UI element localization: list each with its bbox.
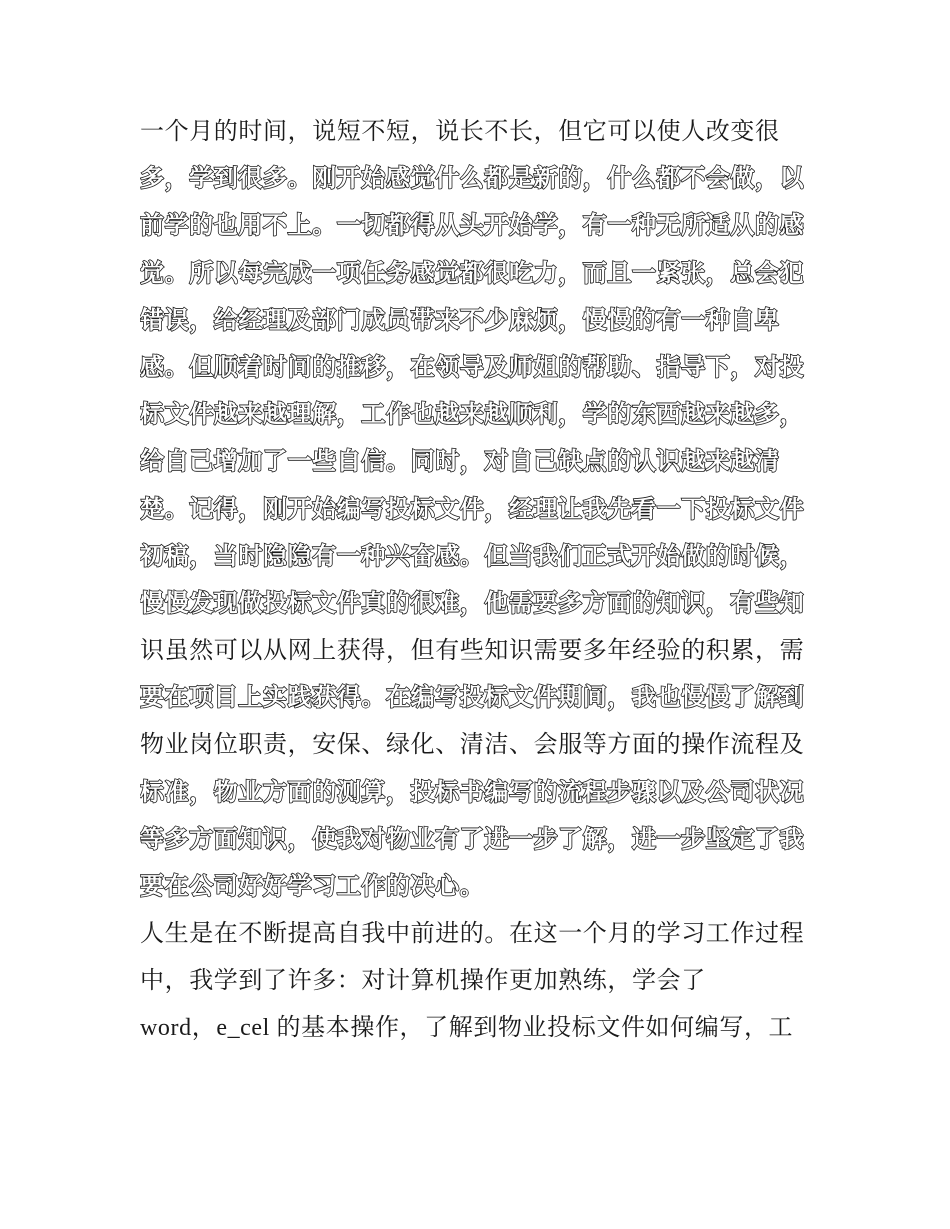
text-line: 物业岗位职责，安保、绿化、清洁、会服等方面的操作流程及 xyxy=(140,730,805,759)
text-line: 前学的也用不上。一切都得从头开始学，有一种无所适从的感 xyxy=(140,211,805,240)
paragraph-2 xyxy=(140,910,812,1052)
document-body xyxy=(140,108,812,1052)
text-line: 人生是在不断提高自我中前进的。在这一个月的学习工作过程 xyxy=(140,919,805,948)
text-line: 慢慢发现做投标文件真的很难，他需要多方面的知识，有些知 xyxy=(140,588,805,617)
text-line: 识虽然可以从网上获得，但有些知识需要多年经验的积累，需 xyxy=(140,636,805,665)
text-line: 一个月的时间，说短不短，说长不长，但它可以使人改变很 xyxy=(140,117,780,145)
text-line: word，e_cel 的基本操作，了解到物业投标文件如何编写，工 xyxy=(140,1014,794,1041)
text-line: 感。但顺着时间的推移，在领导及师姐的帮助、指导下，对投 xyxy=(140,352,805,381)
text-line: 要在项目上实践获得。在编写投标文件期间，我也慢慢了解到 xyxy=(140,683,805,712)
text-line: 要在公司好好学习工作的决心。 xyxy=(140,872,485,900)
text-line: 觉。所以每完成一项任务感觉都很吃力，而且一紧张，总会犯 xyxy=(140,258,805,287)
text-line: 标文件越来越理解，工作也越来越顺利，学的东西越来越多， xyxy=(140,400,805,429)
text-line: 多，学到很多。刚开始感觉什么都是新的，什么都不会做，以 xyxy=(140,164,805,193)
text-line: 错误，给经理及部门成员带来不少麻烦，慢慢的有一种自卑 xyxy=(140,305,780,334)
text-line: 等多方面知识，使我对物业有了进一步了解，进一步坚定了我 xyxy=(140,824,805,853)
text-line: 初稿，当时隐隐有一种兴奋感。但当我们正式开始做的时候， xyxy=(140,541,805,570)
text-line: 中，我学到了许多：对计算机操作更加熟练，学会了 xyxy=(140,966,706,995)
text-line: 标准，物业方面的测算，投标书编写的流程步骤以及公司状况 xyxy=(140,777,805,806)
text-line: 给自己增加了一些自信。同时，对自己缺点的认识越来越清 xyxy=(140,447,780,476)
text-line: 楚。记得，刚开始编写投标文件，经理让我先看一下投标文件 xyxy=(140,494,805,523)
paragraph-1 xyxy=(140,108,812,910)
